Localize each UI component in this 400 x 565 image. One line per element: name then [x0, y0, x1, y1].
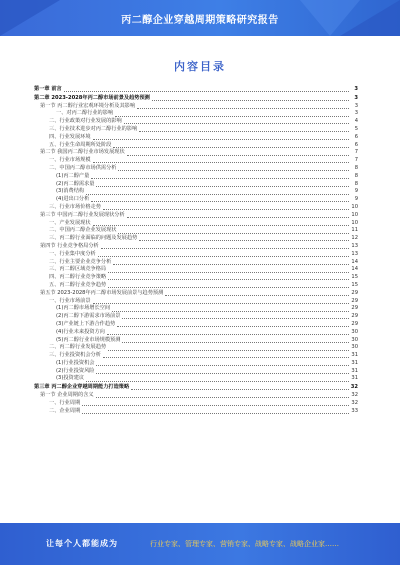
toc-leader-dots: [93, 303, 349, 304]
toc-page-number: 30: [351, 344, 358, 351]
toc-page-number: 15: [351, 281, 358, 288]
toc-leader-dots: [122, 318, 349, 319]
toc-entry-title: (5)丙二醇行业市场规模预测: [56, 336, 121, 343]
toc-page-number: 5: [354, 125, 358, 132]
toc-leader-dots: [139, 240, 349, 241]
toc-entry[interactable]: [34, 157, 358, 165]
toc-entry-title: (1)丙二醇市场增长空间: [56, 305, 111, 312]
toc-entry-title: (1)丙二醇产量: [56, 172, 90, 179]
toc-leader-dots: [118, 233, 349, 234]
toc-page-number: 6: [354, 133, 358, 140]
toc-page-number: 8: [354, 180, 358, 187]
report-title: 丙二醇企业穿越周期策略研究报告: [121, 15, 279, 26]
toc-page-number: 7: [354, 149, 358, 156]
toc-entry[interactable]: [34, 86, 358, 94]
toc-heading: 内容目录: [174, 60, 226, 73]
toc-entry-title: 二、中国丙二醇市场供需分析: [49, 164, 117, 171]
toc-page-number: 15: [351, 274, 358, 281]
toc-leader-dots: [91, 201, 349, 202]
toc-leader-dots: [98, 256, 349, 257]
toc-leader-dots: [103, 357, 349, 358]
toc-entry-title: 一、产业发展现状: [49, 219, 91, 226]
toc-entry-title: 五、行业生命周期所处阶段: [49, 141, 112, 148]
toc-page-number: 10: [351, 211, 358, 218]
toc-entry-title: 三、行业市场价格走势: [49, 203, 101, 210]
toc-page-number: 9: [354, 196, 358, 203]
toc-entry-title: 第三章 丙二醇企业穿越周期能力打造策略: [34, 384, 130, 391]
toc-entry-title: (3)产业链上下游合作趋势: [56, 320, 116, 327]
toc-leader-dots: [139, 131, 349, 132]
toc-leader-dots: [108, 287, 349, 288]
toc-page-number: 32: [351, 399, 358, 406]
toc-entry[interactable]: [34, 408, 358, 416]
toc-leader-dots: [137, 108, 349, 109]
toc-page-number: 29: [351, 320, 358, 327]
toc-entry[interactable]: [34, 251, 358, 259]
toc-page-number: 13: [351, 242, 358, 249]
toc-leader-dots: [86, 194, 349, 195]
toc-entry[interactable]: [34, 360, 358, 368]
toc-leader-dots: [127, 217, 349, 218]
toc-page-number: 30: [351, 336, 358, 343]
toc-entry[interactable]: [34, 235, 358, 243]
toc-leader-dots: [96, 397, 349, 398]
toc-entry[interactable]: [34, 149, 358, 157]
toc-page-number: 29: [351, 289, 358, 296]
toc-entry-title: 三、行业投资机会分析: [49, 352, 101, 359]
toc-entry[interactable]: [34, 274, 358, 282]
toc-page-number: 11: [351, 227, 358, 234]
toc-page-number: 32: [350, 384, 358, 391]
toc-entry[interactable]: [34, 212, 358, 220]
toc-entry[interactable]: [34, 165, 358, 173]
toc-page-number: 3: [354, 110, 358, 117]
toc-entry[interactable]: [34, 126, 358, 134]
toc-entry-title: (2)丙二醇需求量: [56, 180, 95, 187]
toc-entry-title: 三、丙二醇行业面临的问题及发展趋势: [49, 235, 138, 242]
toc-page-number: 29: [351, 313, 358, 320]
toc-entry-title: (1)行业投资机会: [56, 359, 95, 366]
toc-entry-title: 第一节 丙二醇行业宏观环境分析及其影响: [40, 102, 136, 109]
toc-page-number: 7: [354, 157, 358, 164]
toc-leader-dots: [122, 342, 349, 343]
toc-entry[interactable]: [34, 305, 358, 313]
report-header-banner: [0, 0, 400, 36]
toc-leader-dots: [64, 91, 349, 92]
toc-leader-dots: [86, 381, 349, 382]
toc-entry[interactable]: [34, 392, 358, 400]
footer-slogan: 让每个人都能成为: [46, 539, 118, 548]
toc-leader-dots: [96, 186, 349, 187]
toc-entry-title: 五、丙二醇行业竞争趋势: [49, 281, 107, 288]
toc-entry-title: (4)进出口分析: [56, 196, 90, 203]
toc-page-number: 4: [354, 118, 358, 125]
toc-entry[interactable]: [34, 400, 358, 408]
toc-page-number: 14: [351, 258, 358, 265]
toc-entry-title: 二、行业政策对行业发展的影响: [49, 118, 122, 125]
footer-banner: [0, 523, 400, 565]
table-of-contents: [34, 86, 358, 415]
toc-entry-title: 第二节 我国丙二醇行业市场发展现状: [40, 149, 125, 156]
toc-leader-dots: [101, 248, 349, 249]
toc-leader-dots: [113, 264, 349, 265]
toc-leader-dots: [152, 100, 349, 101]
toc-page-number: 12: [351, 235, 358, 242]
toc-leader-dots: [108, 272, 349, 273]
toc-entry-title: 第二章 2023-2028年丙二醇市场前景及趋势预测: [34, 94, 150, 101]
toc-leader-dots: [103, 209, 349, 210]
toc-page-number: 32: [351, 392, 358, 399]
footer-tags: 行业专家、管理专家、营销专家、战略专家、战略企业家……: [150, 540, 339, 548]
toc-page-number: 31: [351, 375, 358, 382]
toc-entry[interactable]: [34, 344, 358, 352]
toc-leader-dots: [93, 139, 349, 140]
toc-page-number: 8: [354, 172, 358, 179]
toc-leader-dots: [115, 116, 349, 117]
toc-page-number: 3: [354, 94, 358, 101]
toc-entry-title: 三、丙二醇区域竞争格局: [49, 266, 107, 273]
toc-entry[interactable]: [34, 266, 358, 274]
toc-entry-title: 三、行业技术进步对丙二醇行业的影响: [49, 125, 138, 132]
toc-page-number: 9: [354, 188, 358, 195]
toc-page-number: 3: [354, 102, 358, 109]
toc-page-number: 29: [351, 297, 358, 304]
toc-leader-dots: [118, 170, 349, 171]
toc-entry-title: 第一章 前言: [34, 86, 62, 92]
toc-entry-title: 第三节 中国丙二醇行业发展现状分析: [40, 211, 125, 218]
toc-entry-title: 一、对丙二醇行业的影响: [56, 110, 114, 117]
toc-entry[interactable]: [34, 375, 358, 383]
toc-leader-dots: [165, 295, 349, 296]
toc-leader-dots: [124, 123, 349, 124]
toc-entry[interactable]: [34, 227, 358, 235]
toc-entry[interactable]: [34, 282, 358, 290]
toc-entry-title: 一、行业周期: [49, 399, 81, 406]
toc-entry-title: 第五节 2023-2028年丙二醇市场发展前景与趋势预测: [40, 289, 164, 296]
toc-entry[interactable]: [34, 196, 358, 204]
toc-entry-title: 四、行业发展环境: [49, 133, 91, 140]
toc-entry[interactable]: [34, 95, 358, 103]
toc-page-number: 3: [354, 86, 358, 92]
toc-leader-dots: [108, 350, 349, 351]
toc-page-number: 13: [351, 250, 358, 257]
toc-leader-dots: [93, 225, 349, 226]
toc-leader-dots: [82, 405, 349, 406]
toc-entry-title: (3)消费结构: [56, 188, 85, 195]
toc-entry[interactable]: [34, 321, 358, 329]
toc-entry-title: 二、中国丙二醇企业发展现状: [49, 227, 117, 234]
toc-entry[interactable]: [34, 384, 358, 392]
toc-leader-dots: [96, 365, 349, 366]
toc-leader-dots: [82, 413, 349, 414]
toc-entry[interactable]: [34, 118, 358, 126]
toc-entry[interactable]: [34, 204, 358, 212]
toc-entry-title: 第四节 行业竞争格局分析: [40, 242, 99, 249]
toc-entry[interactable]: [34, 352, 358, 360]
toc-page-number: 14: [351, 266, 358, 273]
toc-entry-title: 第一节 企业周期的含义: [40, 392, 94, 399]
toc-page-number: 29: [351, 305, 358, 312]
toc-page-number: 10: [351, 203, 358, 210]
toc-entry-title: 二、丙二醇行业发展趋势: [49, 344, 107, 351]
toc-entry-title: (4)行业未来投资方向: [56, 328, 105, 335]
toc-leader-dots: [127, 155, 349, 156]
toc-entry-title: (2)丙二醇下游需求市场前景: [56, 313, 121, 320]
toc-leader-dots: [91, 178, 349, 179]
toc-leader-dots: [108, 279, 349, 280]
toc-entry-title: 二、行业主要企业竞争分析: [49, 258, 112, 265]
toc-leader-dots: [93, 162, 349, 163]
toc-entry-title: (3)投资建议: [56, 375, 85, 382]
toc-leader-dots: [113, 147, 349, 148]
toc-leader-dots: [117, 326, 349, 327]
toc-leader-dots: [112, 311, 349, 312]
toc-entry[interactable]: [34, 243, 358, 251]
toc-page-number: 30: [351, 328, 358, 335]
toc-entry[interactable]: [34, 173, 358, 181]
toc-entry[interactable]: [34, 329, 358, 337]
toc-page-number: 8: [354, 164, 358, 171]
toc-entry-title: 二、企业周期: [49, 407, 81, 414]
toc-entry-title: 一、行业市场前景: [49, 297, 91, 304]
toc-page-number: 6: [354, 141, 358, 148]
toc-entry[interactable]: [34, 290, 358, 298]
toc-leader-dots: [107, 334, 349, 335]
toc-leader-dots: [131, 389, 349, 390]
toc-page-number: 10: [351, 219, 358, 226]
toc-entry-title: 四、丙二醇行业竞争策略: [49, 274, 107, 281]
toc-entry-title: (2)行业投资风险: [56, 367, 95, 374]
toc-entry[interactable]: [34, 134, 358, 142]
toc-page-number: 31: [351, 352, 358, 359]
toc-page-number: 31: [351, 359, 358, 366]
toc-entry-title: 一、行业集中度分析: [49, 250, 96, 257]
toc-page-number: 31: [351, 367, 358, 374]
toc-entry-title: 一、行业市场规模: [49, 157, 91, 164]
toc-entry[interactable]: [34, 313, 358, 321]
toc-leader-dots: [96, 373, 349, 374]
toc-entry[interactable]: [34, 188, 358, 196]
toc-page-number: 33: [351, 407, 358, 414]
